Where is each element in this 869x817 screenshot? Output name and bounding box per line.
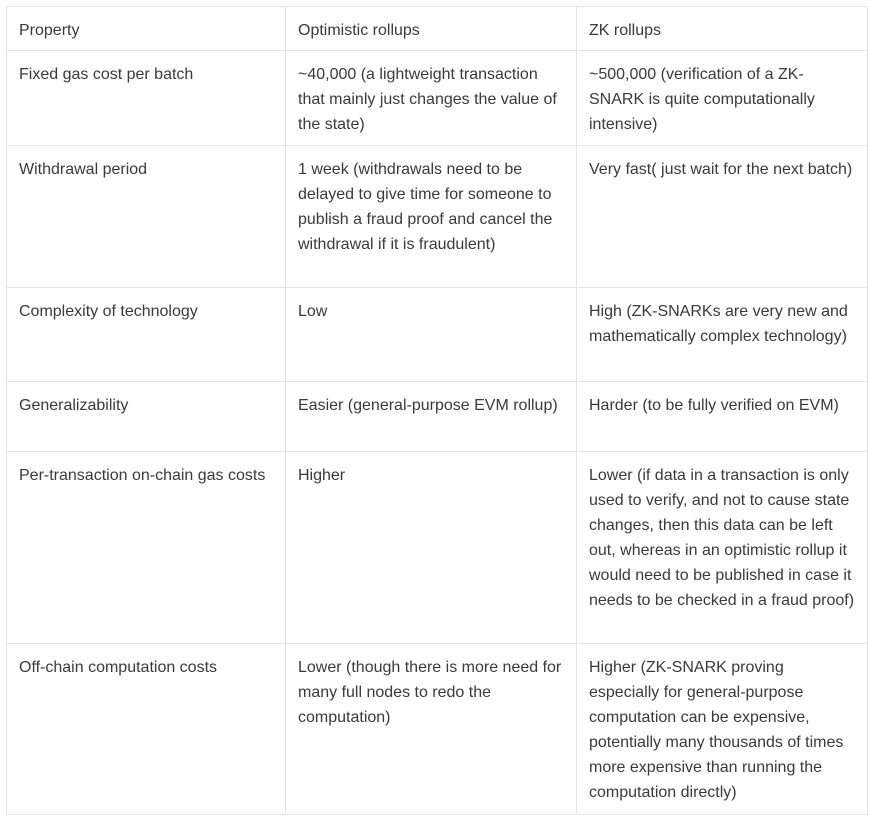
property-cell: Per-transaction on-chain gas costs [7,452,286,644]
property-cell: Complexity of technology [7,288,286,382]
property-cell: Withdrawal period [7,146,286,288]
header-cell: Optimistic rollups [286,7,577,51]
zk-cell: ~500,000 (verification of a ZK-SNARK is quite computationally intensive) [577,51,868,146]
table-row [7,51,868,146]
zk-cell: Lower (if data in a transaction is only used to verify, and not to cause state changes, then this data can be left out, whereas in an optimistic rollup it would need to be published in case it needs to be checked in a fraud proof) [577,452,868,644]
table-row [7,146,868,288]
comparison-table [6,6,868,815]
header-cell: ZK rollups [577,7,868,51]
optimistic-cell: ~40,000 (a lightweight transaction that mainly just changes the value of the state) [286,51,577,146]
property-cell: Generalizability [7,382,286,452]
zk-cell: Very fast( just wait for the next batch) [577,146,868,288]
optimistic-cell: Lower (though there is more need for many full nodes to redo the computation) [286,644,577,815]
optimistic-cell: 1 week (withdrawals need to be delayed to give time for someone to publish a fraud proof and cancel the withdrawal if it is fraudulent) [286,146,577,288]
table-row [7,452,868,644]
table-row [7,644,868,815]
property-cell: Fixed gas cost per batch [7,51,286,146]
header-cell: Property [7,7,286,51]
optimistic-cell: Higher [286,452,577,644]
property-cell: Off-chain computation costs [7,644,286,815]
table-row [7,288,868,382]
zk-cell: Harder (to be fully verified on EVM) [577,382,868,452]
table-row [7,382,868,452]
table-header-row [7,7,868,51]
optimistic-cell: Easier (general-purpose EVM rollup) [286,382,577,452]
zk-cell: Higher (ZK-SNARK proving especially for general-purpose computation can be expensive, potentially many thousands of times more expensive than running the computation directly) [577,644,868,815]
optimistic-cell: Low [286,288,577,382]
zk-cell: High (ZK-SNARKs are very new and mathematically complex technology) [577,288,868,382]
